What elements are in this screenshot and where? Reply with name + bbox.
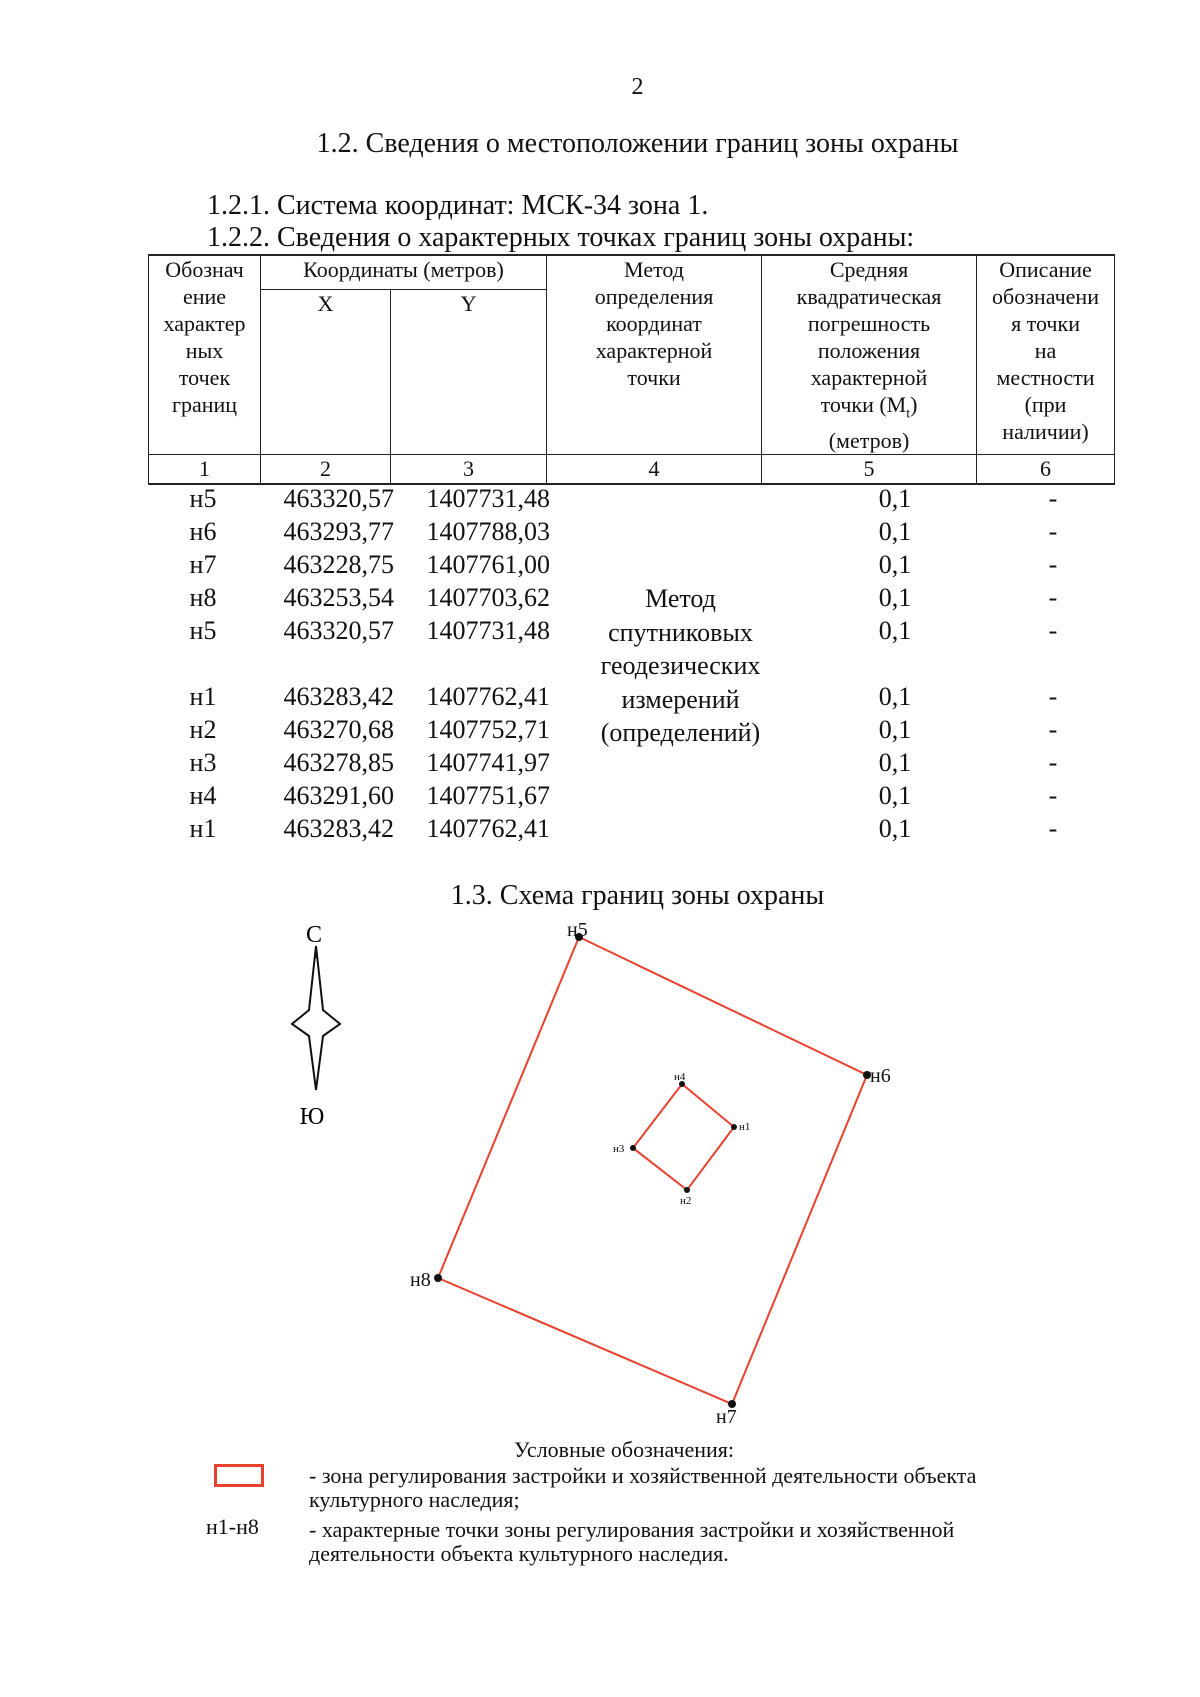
- subsection-coordinate-system: 1.2.1. Система координат: МСК-34 зона 1.: [207, 190, 709, 221]
- coord-y: 1407741,97: [426, 748, 550, 777]
- mean-error: 0,1: [878, 748, 912, 777]
- legend-zone-swatch: [214, 1464, 264, 1487]
- point-description: -: [1048, 484, 1058, 513]
- mean-error: 0,1: [878, 616, 912, 645]
- compass-north-label: С: [305, 922, 323, 948]
- header-description: Описание обозначени я точки на местности (при наличии): [977, 255, 1115, 455]
- mean-error: 0,1: [878, 682, 912, 711]
- header-y: Y: [391, 290, 547, 455]
- legend-points-description: - характерные точки зоны регулирования застройки и хозяйственной деятельности объекта культурного наследия.: [309, 1517, 955, 1566]
- coord-y: 1407752,71: [426, 715, 550, 744]
- mean-error: 0,1: [878, 715, 912, 744]
- header-method: Метод определения координат характерной точки: [547, 255, 762, 455]
- coord-y: 1407762,41: [426, 682, 550, 711]
- outer-boundary: [438, 937, 867, 1404]
- point-description: -: [1048, 583, 1058, 612]
- coord-x: 463253,54: [283, 583, 394, 612]
- coord-x: 463291,60: [283, 781, 394, 810]
- coord-x: 463283,42: [283, 682, 394, 711]
- point-name: н5: [189, 484, 217, 513]
- point-marker-n8: [434, 1274, 442, 1282]
- point-description: -: [1048, 682, 1058, 711]
- point-marker-n3: [630, 1145, 636, 1151]
- coord-x: 463228,75: [283, 550, 394, 579]
- point-label-n4: н4: [674, 1071, 686, 1083]
- column-number: 1: [149, 455, 261, 485]
- method-description: Метод спутниковых геодезических измерений (определений): [600, 584, 761, 747]
- coord-y: 1407703,62: [426, 583, 550, 612]
- mean-error: 0,1: [878, 781, 912, 810]
- header-point-designation: Обознач ение характер ных точек границ: [149, 255, 261, 455]
- point-name: н6: [189, 517, 217, 546]
- coord-x: 463320,57: [283, 484, 394, 513]
- point-label-n5: н5: [567, 919, 588, 941]
- point-label-n7: н7: [716, 1406, 737, 1428]
- point-description: -: [1048, 715, 1058, 744]
- legend-points-code: н1-н8: [206, 1514, 259, 1539]
- coord-x: 463293,77: [283, 517, 394, 546]
- point-name: н5: [189, 616, 217, 645]
- point-marker-n1: [731, 1124, 737, 1130]
- page-number: 2: [631, 74, 644, 100]
- column-number: 5: [762, 455, 977, 485]
- scheme-title: 1.3. Схема границ зоны охраны: [450, 880, 825, 911]
- point-description: -: [1048, 616, 1058, 645]
- section-title: 1.2. Сведения о местоположении границ зоны охраны: [316, 128, 959, 159]
- legend-zone-description: - зона регулирования застройки и хозяйственной деятельности объекта культурного наследия;: [309, 1463, 977, 1512]
- point-description: -: [1048, 517, 1058, 546]
- inner-boundary: [633, 1084, 734, 1190]
- coord-x: 463278,85: [283, 748, 394, 777]
- coord-y: 1407751,67: [426, 781, 550, 810]
- coord-y: 1407762,41: [426, 814, 550, 843]
- point-name: н1: [189, 814, 217, 843]
- point-name: н7: [189, 550, 217, 579]
- compass-rose-icon: [292, 946, 340, 1090]
- point-name: н4: [189, 781, 217, 810]
- point-label-n6: н6: [870, 1065, 891, 1087]
- subsection-boundary-points: 1.2.2. Сведения о характерных точках границ зоны охраны:: [207, 222, 915, 253]
- legend-title: Условные обозначения:: [514, 1437, 735, 1462]
- mean-error: 0,1: [878, 583, 912, 612]
- point-name: н2: [189, 715, 217, 744]
- column-number: 6: [977, 455, 1115, 485]
- mean-error: 0,1: [878, 814, 912, 843]
- coord-y: 1407788,03: [426, 517, 550, 546]
- point-description: -: [1048, 748, 1058, 777]
- mean-error: 0,1: [878, 484, 912, 513]
- point-name: н1: [189, 682, 217, 711]
- column-number: 3: [391, 455, 547, 485]
- coord-x: 463320,57: [283, 616, 394, 645]
- point-label-n3: н3: [613, 1143, 625, 1155]
- compass-south-label: Ю: [299, 1104, 325, 1130]
- coord-y: 1407731,48: [426, 616, 550, 645]
- column-number: 4: [547, 455, 762, 485]
- point-name: н8: [189, 583, 217, 612]
- coord-x: 463283,42: [283, 814, 394, 843]
- point-name: н3: [189, 748, 217, 777]
- point-label-n1: н1: [739, 1121, 751, 1133]
- header-x: X: [261, 290, 391, 455]
- header-coordinates: Координаты (метров): [261, 255, 547, 290]
- coord-x: 463270,68: [283, 715, 394, 744]
- coord-y: 1407761,00: [426, 550, 550, 579]
- point-description: -: [1048, 814, 1058, 843]
- point-description: -: [1048, 550, 1058, 579]
- coord-y: 1407731,48: [426, 484, 550, 513]
- point-label-n8: н8: [410, 1269, 431, 1291]
- header-mean-error: Средняя квадратическая погрешность положения характерной точки $(M_t)$ (метров): [762, 255, 977, 455]
- mean-error: 0,1: [878, 517, 912, 546]
- point-label-n2: н2: [680, 1195, 692, 1207]
- column-number: 2: [261, 455, 391, 485]
- point-description: -: [1048, 781, 1058, 810]
- point-marker-n2: [684, 1187, 690, 1193]
- mean-error: 0,1: [878, 550, 912, 579]
